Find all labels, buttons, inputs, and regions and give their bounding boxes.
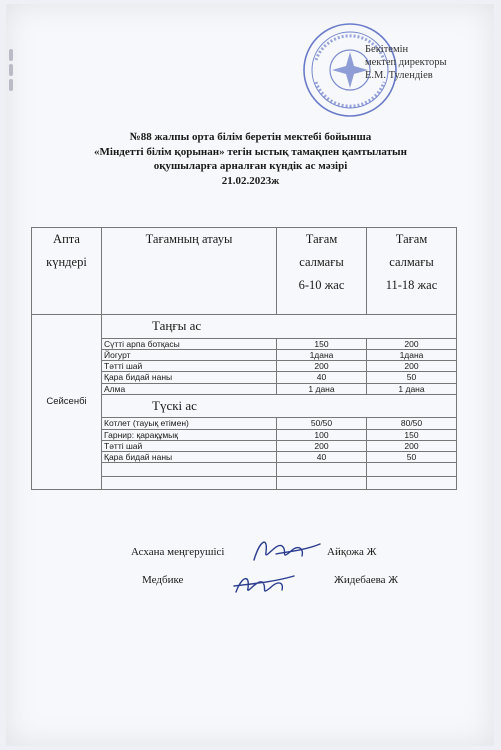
header-day: Апта күндері: [32, 228, 102, 315]
table-row: Қара бидай наны 40 50: [32, 452, 457, 463]
nurse-signature: [230, 566, 300, 602]
header-weight-young: Тағам салмағы 6-10 жас: [277, 228, 367, 315]
cook-title: Асхана меңгерушісі: [131, 546, 225, 558]
menu-table: [31, 227, 457, 490]
cook-name: Айқожа Ж: [327, 546, 377, 558]
table-row: Котлет (тауық етімен) 50/50 80/50: [32, 418, 457, 429]
heading-date: 21.02.2023ж: [221, 174, 280, 187]
approval-line: Е.М. Тулендіев: [365, 70, 433, 81]
approval-block: [365, 43, 447, 82]
table-row: Алма 1 дана 1 дана: [32, 383, 457, 394]
table-row: Сүтті арпа ботқасы 150 200: [32, 338, 457, 349]
nurse-title: Медбике: [142, 574, 184, 586]
header-dish: Тағамның атауы: [102, 228, 277, 315]
table-row: Йогурт 1дана 1дана: [32, 349, 457, 360]
table-row: Тәтті шай 200 200: [32, 440, 457, 451]
cook-signature: [246, 532, 326, 568]
heading-line: оқушыларға арналған күндік ас мәзірі: [153, 160, 348, 172]
table-row: Тәтті шай 200 200: [32, 361, 457, 372]
document-heading: [0, 130, 501, 188]
table-row: [32, 314, 457, 338]
header-weight-old: Тағам салмағы 11-18 жас: [367, 228, 457, 315]
nurse-name: Жидебаева Ж: [334, 574, 399, 586]
meal-title-breakfast: Таңғы ас: [102, 314, 457, 338]
table-header-row: [32, 228, 457, 315]
table-row: Гарнир: қарақұмық 100 150: [32, 429, 457, 440]
heading-line: №88 жалпы орта білім беретін мектебі бойынша: [129, 131, 372, 143]
approval-line: Бекітемін: [365, 44, 409, 55]
approval-line: мектеп директоры: [365, 57, 447, 68]
meal-title-lunch: Түскі ас: [102, 394, 457, 418]
day-cell: Сейсенбі: [32, 314, 102, 489]
table-row: Қара бидай наны 40 50: [32, 372, 457, 383]
binder-hole: [9, 64, 13, 76]
binder-hole: [9, 49, 13, 61]
heading-line: «Міндетті білім қорынан» тегін ыстық тамақпен қамтылатын: [94, 145, 407, 158]
binder-hole: [9, 79, 13, 91]
